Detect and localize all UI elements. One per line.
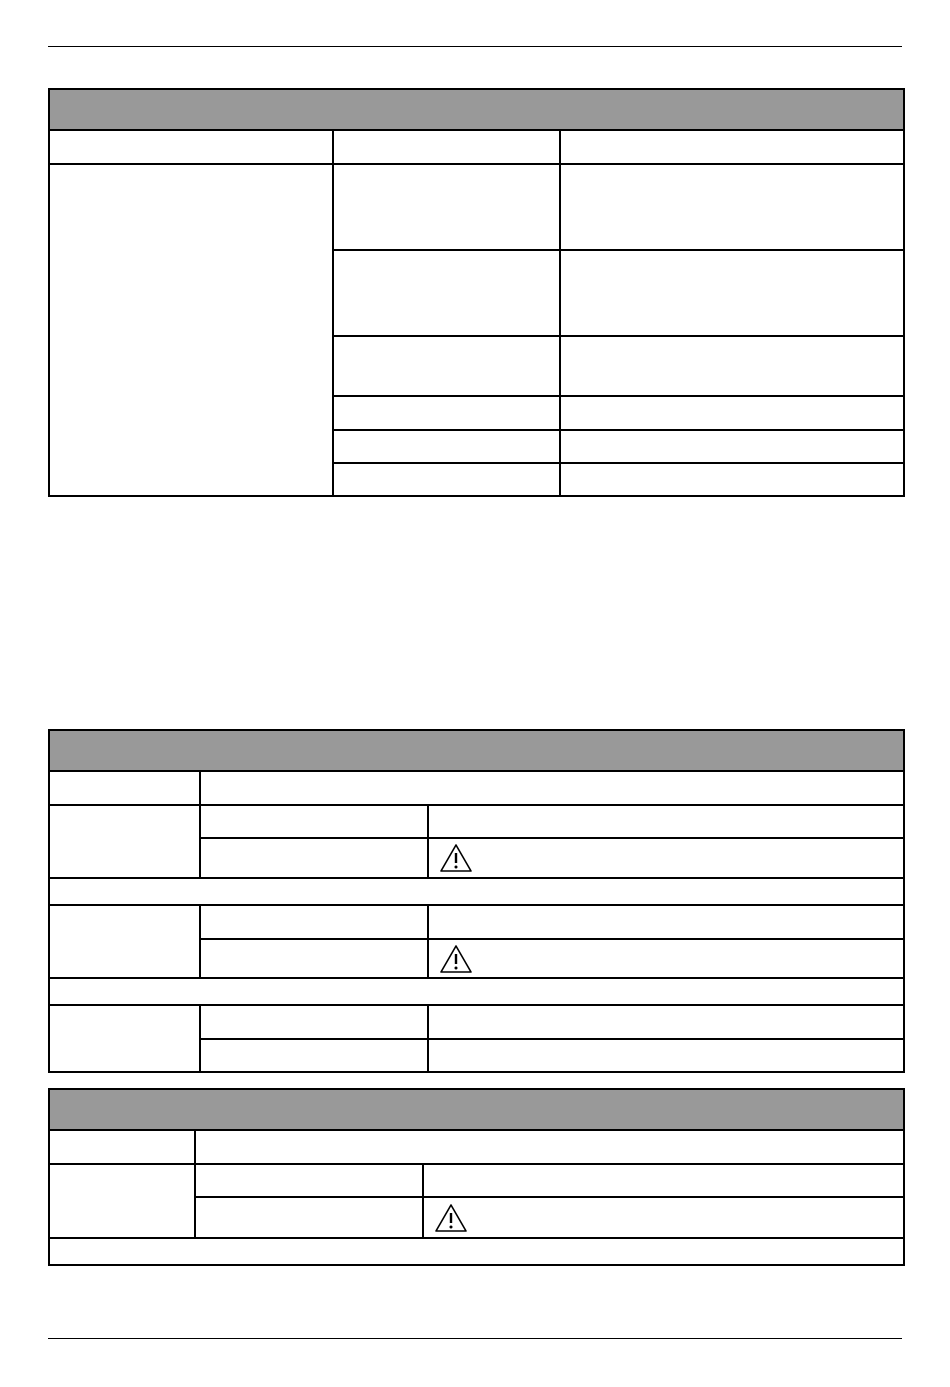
table-3-cell — [195, 1164, 423, 1197]
table-2-group-cell — [49, 1005, 200, 1072]
table-3-note — [49, 1238, 904, 1265]
table-2-cell — [200, 939, 428, 978]
table-2-cell — [428, 905, 904, 939]
spec-table-1 — [48, 88, 905, 497]
warning-triangle-icon — [439, 944, 473, 974]
table-1-cell — [560, 396, 904, 430]
table-1-title — [49, 89, 904, 130]
table-2-cell — [200, 1005, 428, 1039]
table-1-column-header — [560, 130, 904, 164]
table-2-warning-cell — [428, 838, 904, 878]
table-2-cell — [200, 1039, 428, 1072]
table-2-cell — [428, 1005, 904, 1039]
table-1-cell — [333, 336, 560, 396]
table-2-value — [200, 771, 904, 805]
warning-triangle-icon — [439, 843, 473, 873]
table-1-cell — [333, 250, 560, 336]
table-1-column-header — [49, 130, 333, 164]
table-1-cell — [560, 336, 904, 396]
table-2-warning-cell — [428, 939, 904, 978]
table-2-note — [49, 978, 904, 1005]
table-2-label — [49, 771, 200, 805]
header-rule — [48, 46, 902, 47]
table-2-cell — [200, 805, 428, 838]
table-2-cell — [428, 805, 904, 838]
table-2-group-cell — [49, 805, 200, 878]
table-3-warning-cell — [423, 1197, 904, 1238]
warning-triangle-icon — [434, 1203, 468, 1233]
table-3-cell — [423, 1164, 904, 1197]
table-2-group-cell — [49, 905, 200, 978]
table-2-cell — [428, 1039, 904, 1072]
table-1-cell — [333, 164, 560, 250]
table-3-group-cell — [49, 1164, 195, 1238]
table-2-title — [49, 730, 904, 771]
table-1-column-header — [333, 130, 560, 164]
table-1-cell — [333, 463, 560, 496]
table-2-cell — [200, 905, 428, 939]
table-1-cell — [333, 396, 560, 430]
table-1-group-cell — [49, 164, 333, 496]
table-1-cell — [333, 430, 560, 463]
table-3-title — [49, 1089, 904, 1130]
table-3-label — [49, 1130, 195, 1164]
table-1-cell — [560, 250, 904, 336]
footer-rule — [48, 1338, 902, 1339]
table-2-note — [49, 878, 904, 905]
table-1-cell — [560, 463, 904, 496]
table-1-cell — [560, 430, 904, 463]
table-3-cell — [195, 1197, 423, 1238]
table-1-cell — [560, 164, 904, 250]
spec-table-2 — [48, 729, 905, 1073]
table-3-value — [195, 1130, 904, 1164]
spec-table-3 — [48, 1088, 905, 1266]
table-2-cell — [200, 838, 428, 878]
